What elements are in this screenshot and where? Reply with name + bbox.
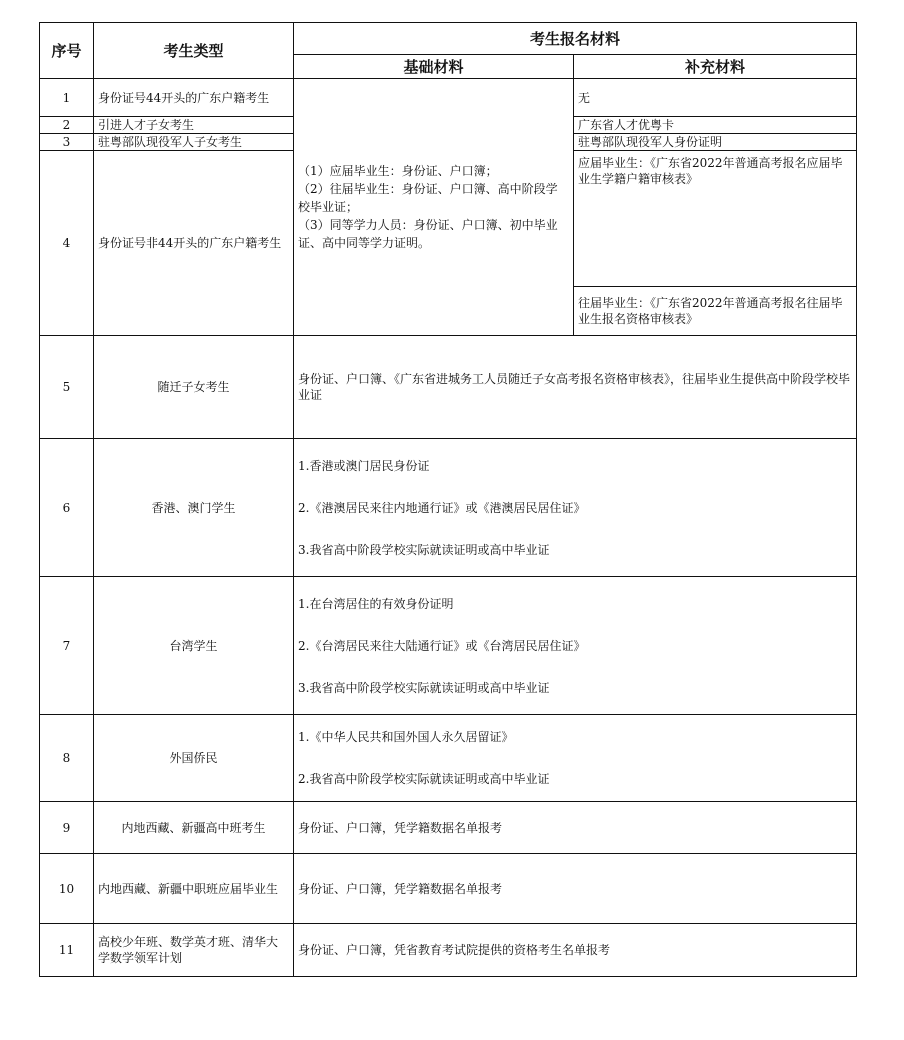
header-type: 考生类型 (94, 23, 294, 79)
header-seq: 序号 (40, 23, 94, 79)
list-item: 3.我省高中阶段学校实际就读证明或高中毕业证 (298, 680, 550, 695)
basic-item: （1）应届毕业生：身份证、户口簿； (298, 164, 498, 178)
supplementary-material: 无 (574, 79, 857, 117)
row-number: 4 (40, 151, 94, 336)
materials: 身份证、户口簿，凭学籍数据名单报考 (294, 854, 857, 924)
candidate-type: 内地西藏、新疆中职班应届毕业生 (94, 854, 294, 924)
row-number: 9 (40, 802, 94, 854)
table-row (40, 802, 857, 854)
row-number: 1 (40, 79, 94, 117)
list-item: 3.我省高中阶段学校实际就读证明或高中毕业证 (298, 542, 550, 557)
list-item: 2.我省高中阶段学校实际就读证明或高中毕业证 (298, 772, 550, 786)
table-row (40, 924, 857, 977)
table-row (40, 577, 857, 715)
table-row (40, 79, 857, 117)
supplementary-material-previous: 往届毕业生：《广东省2022年普通高考报名往届毕业生报名资格审核表》 (574, 287, 857, 336)
materials-list (294, 439, 857, 577)
candidate-type: 引进人才子女考生 (94, 117, 294, 134)
list-item: 1.香港或澳门居民身份证 (298, 458, 430, 473)
candidate-type: 驻粤部队现役军人子女考生 (94, 134, 294, 151)
list-item: 2.《港澳居民来往内地通行证》或《港澳居民居住证》 (298, 500, 586, 515)
list-item: 1.《中华人民共和国外国人永久居留证》 (298, 730, 514, 744)
candidate-type: 内地西藏、新疆高中班考生 (94, 802, 294, 854)
materials-list (294, 715, 857, 802)
header-materials: 考生报名材料 (294, 23, 857, 55)
table-row (40, 854, 857, 924)
table-row (40, 439, 857, 577)
supplementary-material: 广东省人才优粤卡 (574, 117, 857, 134)
basic-item: （3）同等学力人员：身份证、户口簿、初中毕业证、高中同等学力证明。 (298, 218, 558, 250)
candidate-type: 身份证号非44开头的广东户籍考生 (94, 151, 294, 336)
header-supplementary: 补充材料 (574, 55, 857, 79)
registration-materials-table (39, 22, 857, 977)
row-number: 2 (40, 117, 94, 134)
materials: 身份证、户口簿，凭学籍数据名单报考 (294, 802, 857, 854)
candidate-type: 香港、澳门学生 (94, 439, 294, 577)
row-number: 10 (40, 854, 94, 924)
candidate-type: 高校少年班、数学英才班、清华大学数学领军计划 (94, 924, 294, 977)
materials: 身份证、户口簿，凭省教育考试院提供的资格考生名单报考 (294, 924, 857, 977)
supplementary-material: 驻粤部队现役军人身份证明 (574, 134, 857, 151)
candidate-type: 随迁子女考生 (94, 336, 294, 439)
row-number: 11 (40, 924, 94, 977)
candidate-type: 身份证号44开头的广东户籍考生 (94, 79, 294, 117)
materials: 身份证、户口簿、《广东省进城务工人员随迁子女高考报名资格审核表》，往届毕业生提供高中阶段学校毕业证 (294, 336, 857, 439)
row-number: 7 (40, 577, 94, 715)
row-number: 3 (40, 134, 94, 151)
list-item: 2.《台湾居民来往大陆通行证》或《台湾居民居住证》 (298, 638, 586, 653)
row-number: 6 (40, 439, 94, 577)
table-row (40, 715, 857, 802)
header-row (40, 23, 857, 55)
candidate-type: 外国侨民 (94, 715, 294, 802)
supplementary-material-current: 应届毕业生：《广东省2022年普通高考报名应届毕业生学籍户籍审核表》 (574, 151, 857, 287)
list-item: 1.在台湾居住的有效身份证明 (298, 596, 454, 611)
basic-materials-shared (294, 79, 574, 336)
header-basic: 基础材料 (294, 55, 574, 79)
materials-list (294, 577, 857, 715)
row-number: 8 (40, 715, 94, 802)
candidate-type: 台湾学生 (94, 577, 294, 715)
table-row (40, 336, 857, 439)
basic-item: （2）往届毕业生：身份证、户口簿、高中阶段学校毕业证； (298, 182, 558, 214)
row-number: 5 (40, 336, 94, 439)
